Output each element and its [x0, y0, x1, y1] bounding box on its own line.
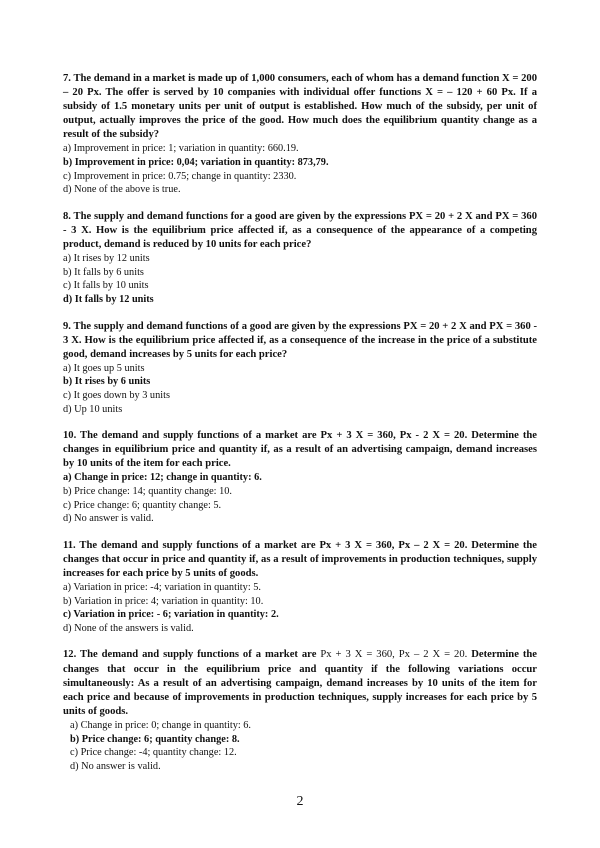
question-text — [63, 648, 537, 718]
question-text-bold: 12. The demand and supply functions of a market are — [63, 649, 317, 661]
document-page — [63, 72, 537, 773]
question-11 — [63, 539, 537, 636]
question-text-equations: Px + 3 X = 360, Px – 2 X = 20. — [316, 649, 468, 661]
question-8 — [63, 210, 537, 307]
answer-option-correct: b) Improvement in price: 0,04; variation in quantity: 873,79. — [63, 157, 329, 169]
question-text: 9. The supply and demand functions of a good are given by the expressions PX = 20 + 2 X and PX = 360 - 3 X. How is the equilibrium price affected if, as a consequence of the increase in the price of a substitute good, demand increases by 5 units for each price? — [63, 320, 537, 360]
question-10 — [63, 429, 537, 526]
question-7 — [63, 72, 537, 197]
question-text: 10. The demand and supply functions of a market are Px + 3 X = 360, Px - 2 X = 20. Determine the changes in equilibrium price and quantity if, as a result of an advertising campaign, demand increases by 10 units of the item for each price. — [63, 430, 537, 470]
answer-option: b) Price change: 14; quantity change: 10. — [63, 486, 232, 498]
answer-option: b) It falls by 6 units — [63, 266, 144, 278]
question-9 — [63, 320, 537, 417]
answer-option: d) No answer is valid. — [63, 513, 154, 525]
answer-option: a) It rises by 12 units — [63, 253, 150, 265]
answer-option: c) Improvement in price: 0.75; change in quantity: 2330. — [63, 170, 297, 182]
question-text-bold: Determine the changes that occur in the equilibrium price and quantity if the following variations occur simultaneously: As a result of an advertising campaign, demand increases by 10 units of the item for each price and because of improvements in production techniques, supply increases for each price by 5 units of goods. — [63, 649, 537, 717]
page-number: 2 — [296, 794, 304, 809]
question-text: 7. The demand in a market is made up of 1,000 consumers, each of whom has a demand function X = 200 – 20 Px. The offer is served by 10 companies with individual offer functions X = – 120 + 60 Px. If a subsidy of 1.5 monetary units per unit of output is established. How much of the subsidy, per unit of output, actually improves the price of the good. How much does the equilibrium quantity change as a result of the subsidy? — [63, 73, 537, 141]
answer-option-correct: c) Variation in price: - 6; variation in quantity: 2. — [63, 609, 279, 621]
answer-option-correct: d) It falls by 12 units — [63, 293, 154, 305]
answer-option: c) Price change: -4; quantity change: 12. — [70, 747, 237, 759]
question-text: 8. The supply and demand functions for a good are given by the expressions PX = 20 + 2 X and PX = 360 - 3 X. How is the equilibrium price affected if, as a consequence of the appearance of a competing product, demand is reduced by 10 units for each price? — [63, 210, 537, 251]
question-text: 11. The demand and supply functions of a market are Px + 3 X = 360, Px – 2 X = 20. Determine the changes that occur in price and quantity if, as a result of improvements in production techniques, supply increases for each price by 5 units of goods. — [63, 539, 537, 579]
answer-option-correct: b) Price change: 6; quantity change: 8. — [70, 733, 240, 745]
answer-option-correct: a) Change in price: 12; change in quantity: 6. — [63, 472, 262, 484]
answer-option: d) Up 10 units — [63, 403, 123, 415]
answer-option: a) Variation in price: -4; variation in quantity: 5. — [63, 582, 261, 594]
answer-option: c) Price change: 6; quantity change: 5. — [63, 499, 222, 511]
answer-option: b) Variation in price: 4; variation in quantity: 10. — [63, 595, 264, 607]
answer-option: a) Change in price: 0; change in quantity: 6. — [70, 719, 251, 731]
answer-option: d) None of the above is true. — [63, 184, 181, 196]
answer-option: c) It falls by 10 units — [63, 280, 149, 292]
answer-option: a) It goes up 5 units — [63, 362, 145, 374]
answer-option: a) Improvement in price: 1; variation in quantity: 660.19. — [63, 143, 299, 155]
answer-option: c) It goes down by 3 units — [63, 389, 170, 401]
answer-option-correct: b) It rises by 6 units — [63, 376, 151, 388]
answer-option: d) None of the answers is valid. — [63, 622, 194, 634]
answer-option: d) No answer is valid. — [70, 760, 161, 772]
question-12 — [63, 648, 537, 773]
